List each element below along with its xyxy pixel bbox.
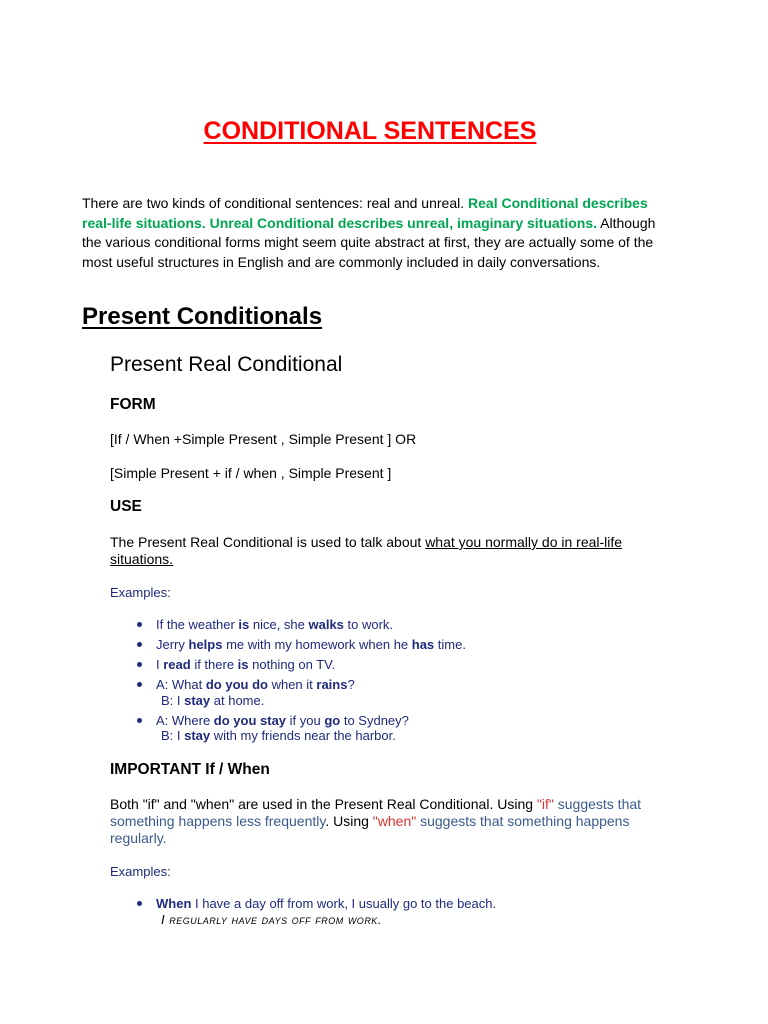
list-item: If the weather is nice, she walks to work. xyxy=(136,617,676,633)
form-line-2: [Simple Present + if / when , Simple Present ] xyxy=(110,465,392,481)
document-title: CONDITIONAL SENTENCES xyxy=(203,117,537,145)
list-item: A: What do you do when it rains? B: I stay at home. xyxy=(136,677,676,708)
example-note: I regularly have days off from work. xyxy=(161,911,382,927)
example-reply: B: I stay at home. xyxy=(161,692,265,708)
form-line-1: [If / When +Simple Present , Simple Present ] OR xyxy=(110,431,417,447)
use-heading: USE xyxy=(110,498,142,515)
use-text-plain: The Present Real Conditional is used to talk about xyxy=(110,534,426,550)
examples-list xyxy=(136,617,676,748)
section-heading: Present Conditionals xyxy=(82,303,323,330)
intro-text-1: There are two kinds of conditional sentences: real and unreal. xyxy=(82,195,469,211)
subsection-heading: Present Real Conditional xyxy=(110,353,343,376)
list-item: A: Where do you stay if you go to Sydney? B: I stay with my friends near the harbor. xyxy=(136,713,676,744)
intro-highlight: Real Conditional describes real-life situations. Unreal Conditional describes unreal, imaginary situations. xyxy=(82,195,648,231)
examples-list-2 xyxy=(136,896,676,932)
examples-label: Examples: xyxy=(110,585,171,600)
form-heading: FORM xyxy=(110,396,156,413)
list-item: When I have a day off from work, I usually go to the beach. I regularly have days off from work. xyxy=(136,896,676,927)
intro-paragraph xyxy=(82,194,662,272)
list-item: Jerry helps me with my homework when he has time. xyxy=(136,637,676,653)
use-text-underlined: what you normally do in real-life situations. xyxy=(110,534,623,567)
examples-label-2: Examples: xyxy=(110,864,171,879)
intro-text-2: Although the various conditional forms might seem quite abstract at first, they are actually some of the most useful structures in English and are commonly included in daily conversations. xyxy=(82,214,656,270)
list-item: I read if there is nothing on TV. xyxy=(136,657,676,673)
use-text xyxy=(110,534,670,568)
important-text: Both "if" and "when" are used in the Present Real Conditional. Using "if" suggests that something happens less frequently. Using "when" suggests that something happens regularly. xyxy=(110,796,642,846)
example-reply: B: I stay with my friends near the harbor. xyxy=(161,728,396,743)
important-heading: IMPORTANT If / When xyxy=(110,761,270,778)
